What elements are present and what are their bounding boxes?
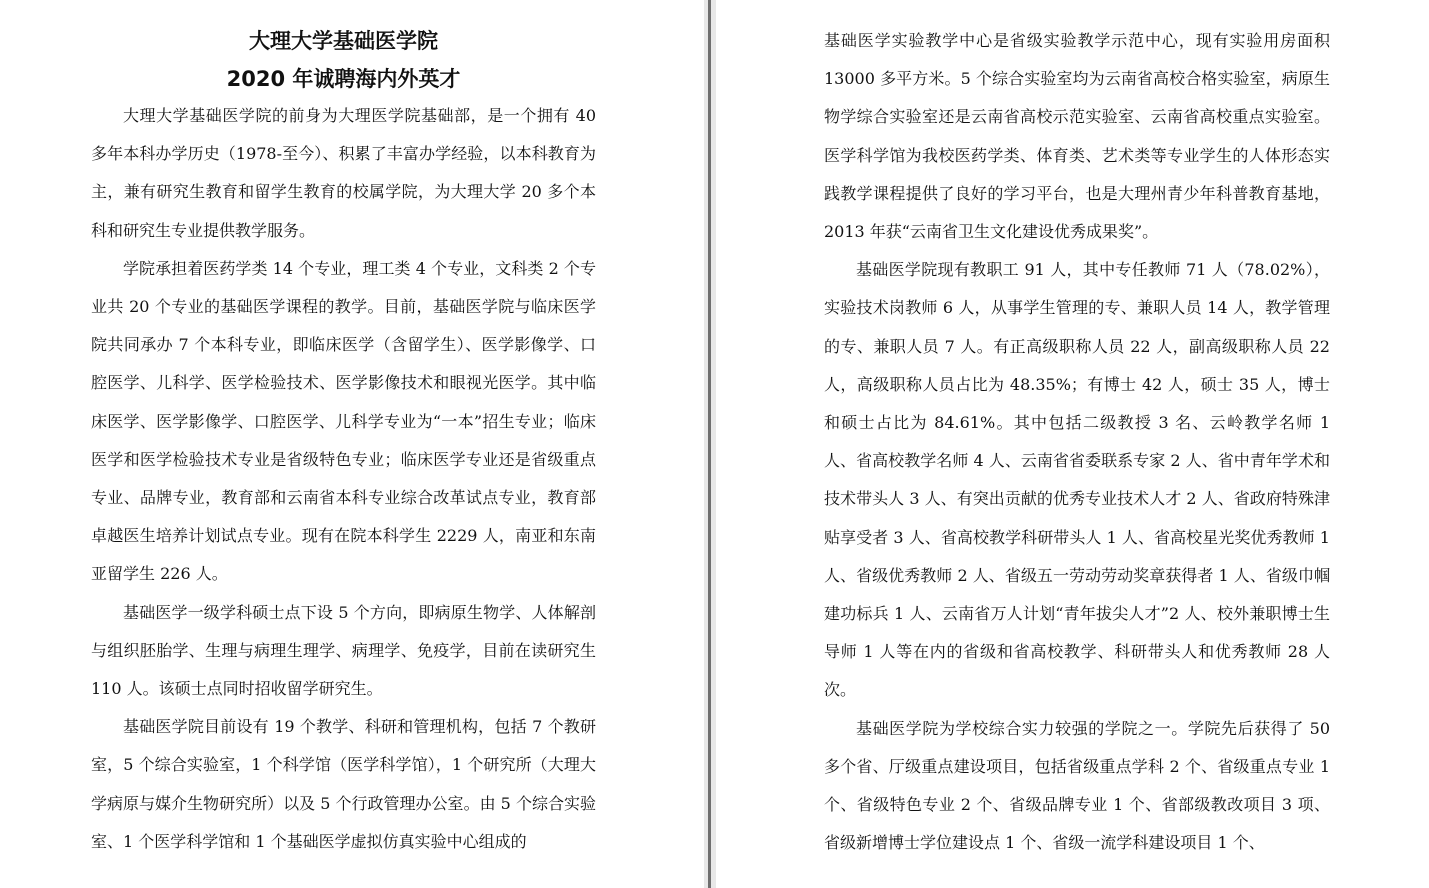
paragraph: 基础医学一级学科硕士点下设 5 个方向，即病原生物学、人体解剖与组织胚胎学、生理与病理生理学、病理学、免疫学，目前在读研究生 110 人。该硕士点同时招收留学研究生。	[91, 602, 596, 699]
paragraph: 学院承担着医药学类 14 个专业，理工类 4 个专业，文科类 2 个专业共 20 个专业的基础医学课程的教学。目前，基础医学院与临床医学院共同承办 7 个本科专业，即临床医学（含留学生）、医学影像学、口腔医学、儿科学、医学检验技术、医学影像技术和眼视光医学。其中临床医学、医学影像学、口腔医学、儿科学专业为“一本”招生专业；临床医学和医学检验技术专业是省级特色专业；临床医学专业还是省级重点专业、品牌专业，教育部和云南省本科专业综合改革试点专业，教育部卓越医生培养计划试点专业。现有在院本科学生 2229 人，南亚和东南亚留学生 226 人。	[91, 258, 596, 584]
document-subtitle: 2020 年诚聘海内外英才	[226, 67, 461, 91]
paragraph: 基础医学院为学校综合实力较强的学院之一。学院先后获得了 50 多个省、厅级重点建设项目，包括省级重点学科 2 个、省级重点专业 1 个、省级特色专业 2 个、省级品牌专业 1 个、省部级教改项目 3 项、省级新增博士学位建设点 1 个、省级一流学科建设项目 1 个、	[824, 718, 1330, 853]
paragraph: 基础医学院现有教职工 91 人，其中专任教师 71 人（78.02%），实验技术岗教师 6 人，从事学生管理的专、兼职人员 14 人，教学管理的专、兼职人员 7 人。有正高级职称人员 22 人，副高级职称人员 22 人，高级职称人员占比为 48.35%；有博士 42 人，硕士 35 人，博士和硕士占比为 84.61%。其中包括二级教授 3 名、云岭教学名师 1 人、省高校教学名师 4 人、云南省省委联系专家 2 人、省中青年学术和技术带头人 3 人、有突出贡献的优秀专业技术人才 2 人、省政府特殊津贴享受者 3 人、省高校教学科研带头人 1 人、省高校星光奖优秀教师 1 人、省级优秀教师 2 人、省级五一劳动劳动奖章获得者 1 人、省级巾帼建功标兵 1 人、云南省万人计划“青年拔尖人才”2 人、校外兼职博士生导师 1 人等在内的省级和省高校教学、科研带头人和优秀教师 28 人次。	[824, 260, 1330, 700]
right-page-body	[824, 22, 1330, 862]
document-title: 大理大学基础医学院	[249, 29, 438, 53]
document-page-right	[716, 0, 1429, 888]
paragraph-continuation: 基础医学实验教学中心是省级实验教学示范中心，现有实验用房面积 13000 多平方米。5 个综合实验室均为云南省高校合格实验室，病原生物学综合实验室还是云南省高校示范实验室、云南省高校重点实验室。医学科学馆为我校医药学类、体育类、艺术类等专业学生的人体形态实践教学课程提供了良好的学习平台，也是大理州青少年科普教育基地，2013 年获“云南省卫生文化建设优秀成果奖”。	[824, 31, 1330, 242]
document-page-left	[0, 0, 704, 888]
left-page-body	[91, 97, 596, 861]
page-divider	[708, 0, 711, 888]
paragraph: 大理大学基础医学院的前身为大理医学院基础部，是一个拥有 40 多年本科办学历史（1978-至今）、积累了丰富办学经验，以本科教育为主，兼有研究生教育和留学生教育的校属学院，为大理大学 20 多个本科和研究生专业提供教学服务。	[91, 106, 596, 240]
paragraph: 基础医学院目前设有 19 个教学、科研和管理机构，包括 7 个教研室，5 个综合实验室，1 个科学馆（医学科学馆），1 个研究所（大理大学病原与媒介生物研究所）以及 5 个行政管理办公室。由 5 个综合实验室、1 个医学科学馆和 1 个基础医学虚拟仿真实验中心组成的	[91, 717, 596, 851]
